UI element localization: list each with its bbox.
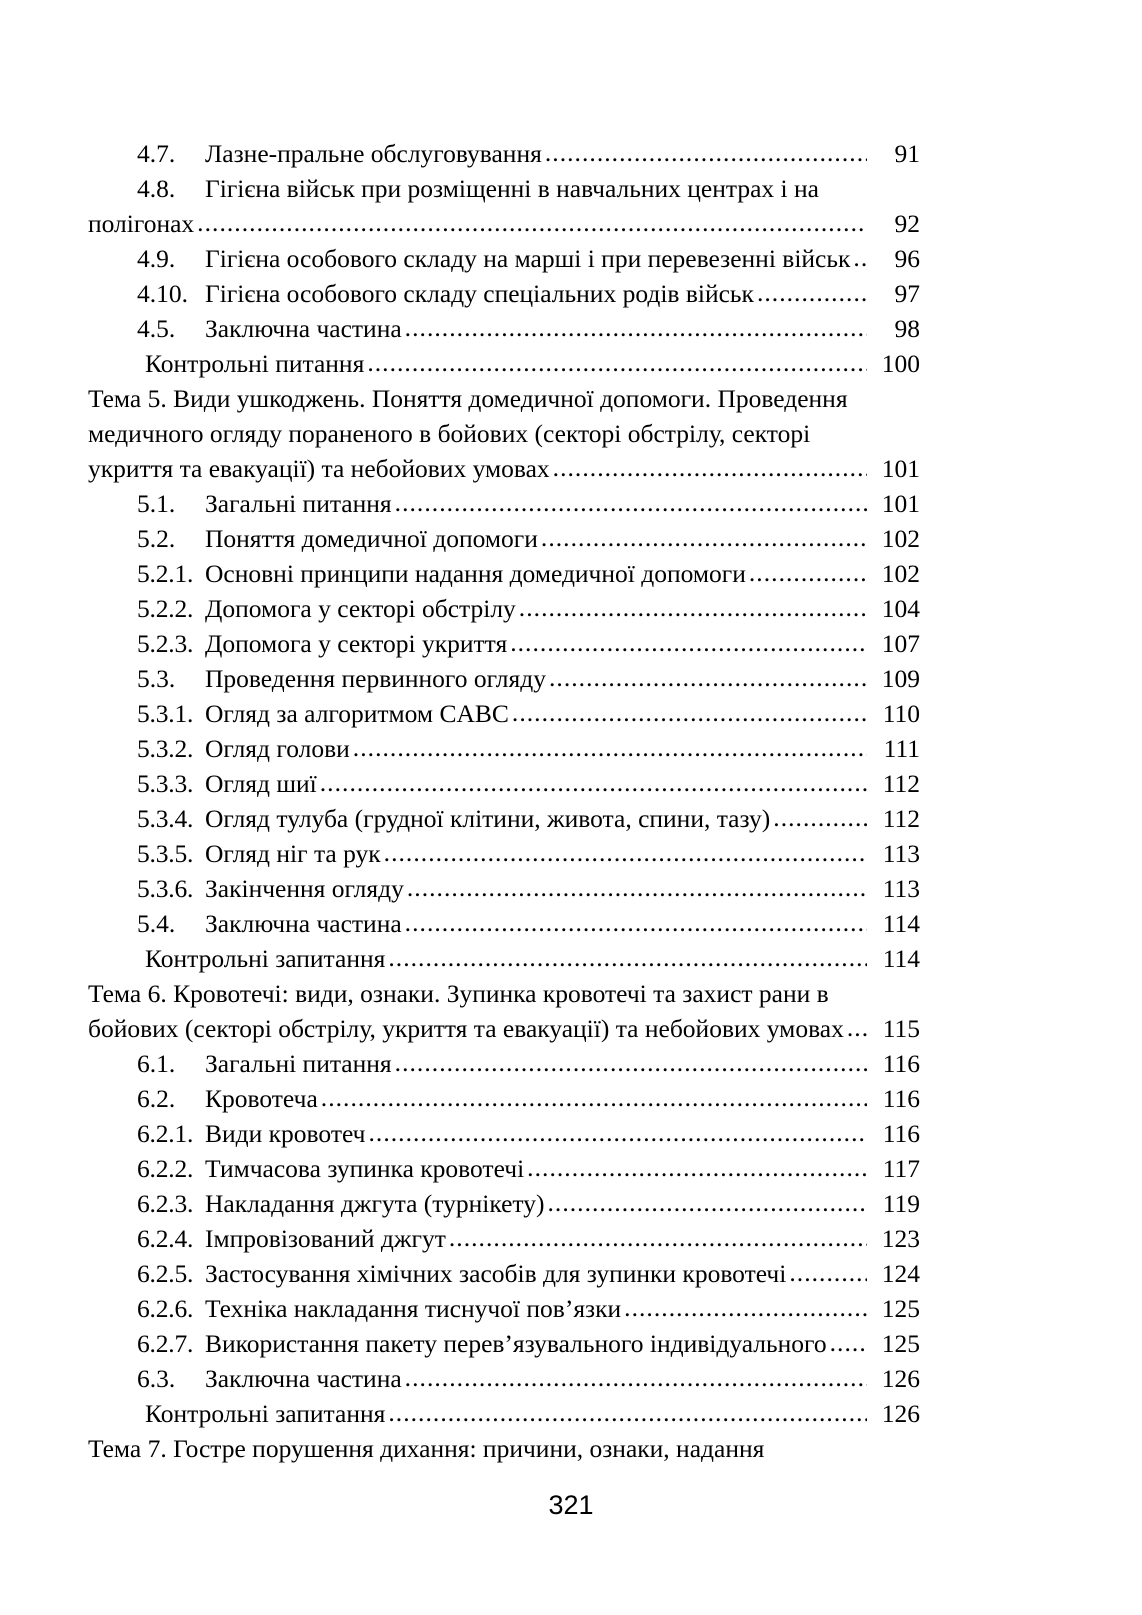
toc-entry-label: Тема 6. Кровотечі: види, ознаки. Зупинка кровотечі та захист рани в bbox=[88, 979, 829, 1008]
toc-entry[interactable] bbox=[88, 1396, 920, 1431]
dot-leader bbox=[388, 1395, 867, 1430]
toc-entry-number: 5.2.3. bbox=[137, 629, 194, 658]
toc-entry-page-number: 111 bbox=[883, 734, 920, 763]
toc-entry-number: 5.1. bbox=[137, 489, 176, 518]
dot-leader bbox=[405, 1360, 867, 1395]
toc-entry[interactable] bbox=[88, 976, 920, 1011]
toc-entry-label: Основні принципи надання домедичної допомоги bbox=[205, 559, 746, 588]
toc-entry[interactable] bbox=[88, 1361, 920, 1396]
dot-leader bbox=[321, 1080, 867, 1115]
toc-entry-page-number: 124 bbox=[881, 1259, 920, 1288]
toc-entry[interactable] bbox=[88, 871, 920, 906]
dot-leader bbox=[395, 485, 867, 520]
toc-entry-label: Контрольні питання bbox=[145, 349, 365, 378]
dot-leader bbox=[547, 1185, 867, 1220]
toc-entry-label: Тимчасова зупинка кровотечі bbox=[205, 1154, 525, 1183]
toc-entry-label: Контрольні запитання bbox=[145, 944, 386, 973]
toc-entry-number: 6.2.5. bbox=[137, 1259, 194, 1288]
toc-entry-page-number: 101 bbox=[881, 489, 920, 518]
dot-leader bbox=[553, 450, 867, 485]
toc-entry-label: Техніка накладання тиснучої пов’язки bbox=[205, 1294, 622, 1323]
dot-leader bbox=[405, 905, 867, 940]
toc-entry-page-number: 91 bbox=[894, 139, 920, 168]
toc-entry-label: Допомога у секторі обстрілу bbox=[205, 594, 516, 623]
toc-entry-label: Тема 7. Гостре порушення дихання: причини, ознаки, надання bbox=[88, 1434, 765, 1463]
toc-entry[interactable] bbox=[88, 346, 920, 381]
toc-entry[interactable] bbox=[88, 1256, 920, 1291]
dot-leader bbox=[449, 1220, 867, 1255]
dot-leader bbox=[353, 730, 867, 765]
toc-entry-page-number: 115 bbox=[882, 1014, 920, 1043]
toc-entry-page-number: 113 bbox=[882, 839, 920, 868]
toc-entry-number: 5.2. bbox=[137, 524, 176, 553]
toc-entry[interactable] bbox=[88, 661, 920, 696]
dot-leader bbox=[510, 625, 867, 660]
toc-entry[interactable] bbox=[88, 381, 920, 416]
dot-leader bbox=[773, 800, 867, 835]
toc-entry-number: 5.2.2. bbox=[137, 594, 194, 623]
toc-entry[interactable] bbox=[88, 1151, 920, 1186]
toc-entry[interactable] bbox=[88, 171, 920, 206]
toc-entry-number: 6.2.3. bbox=[137, 1189, 194, 1218]
toc-entry[interactable] bbox=[88, 1221, 920, 1256]
toc-entry-label: Закінчення огляду bbox=[205, 874, 404, 903]
toc-entry-label: бойових (секторі обстрілу, укриття та евакуації) та небойових умовах bbox=[88, 1014, 844, 1043]
toc-entry[interactable] bbox=[88, 591, 920, 626]
toc-entry-number: 6.3. bbox=[137, 1364, 176, 1393]
dot-leader bbox=[197, 205, 867, 240]
toc-entry[interactable] bbox=[88, 521, 920, 556]
dot-leader bbox=[395, 1045, 867, 1080]
toc-entry[interactable] bbox=[88, 1081, 920, 1116]
toc-entry-page-number: 96 bbox=[894, 244, 920, 273]
dot-leader bbox=[527, 1150, 867, 1185]
dot-leader bbox=[541, 520, 867, 555]
toc-entry-number: 5.3.2. bbox=[137, 734, 194, 763]
toc-entry-label: Огляд за алгоритмом CABC bbox=[205, 699, 509, 728]
toc-entry-label: Тема 5. Види ушкоджень. Поняття домедичної допомоги. Проведення bbox=[88, 384, 848, 413]
toc-entry-label: медичного огляду пораненого в бойових (секторі обстрілу, секторі bbox=[88, 419, 811, 448]
toc-entry[interactable] bbox=[88, 416, 920, 451]
toc-entry-page-number: 98 bbox=[894, 314, 920, 343]
toc-entry-label: Використання пакету перев’язувального індивідуального bbox=[205, 1329, 827, 1358]
toc-entry-page-number: 97 bbox=[894, 279, 920, 308]
toc-entry-label: Проведення первинного огляду bbox=[205, 664, 546, 693]
toc-entry-number: 5.3.1. bbox=[137, 699, 194, 728]
toc-entry-number: 5.3.3. bbox=[137, 769, 194, 798]
toc-entry-page-number: 123 bbox=[881, 1224, 920, 1253]
toc-entry-number: 4.5. bbox=[137, 314, 176, 343]
toc-entry[interactable] bbox=[88, 1431, 920, 1466]
toc-entry-label: Огляд голови bbox=[205, 734, 350, 763]
dot-leader bbox=[830, 1325, 867, 1360]
toc-entry-number: 4.9. bbox=[137, 244, 176, 273]
toc-entry[interactable] bbox=[88, 731, 920, 766]
toc-entry-page-number: 110 bbox=[882, 699, 920, 728]
toc-entry-number: 5.3.5. bbox=[137, 839, 194, 868]
dot-leader bbox=[320, 765, 867, 800]
dot-leader bbox=[384, 835, 867, 870]
toc-entry-page-number: 125 bbox=[881, 1294, 920, 1323]
toc-entry-label: Загальні питання bbox=[205, 489, 392, 518]
toc-entry[interactable] bbox=[88, 1116, 920, 1151]
dot-leader bbox=[853, 240, 867, 275]
toc-entry-page-number: 116 bbox=[882, 1084, 920, 1113]
toc-entry-page-number: 113 bbox=[882, 874, 920, 903]
toc-entry[interactable] bbox=[88, 1326, 920, 1361]
dot-leader bbox=[367, 345, 867, 380]
toc-entry-label: Контрольні запитання bbox=[145, 1399, 386, 1428]
toc-entry-number: 6.2.4. bbox=[137, 1224, 194, 1253]
dot-leader bbox=[545, 135, 867, 170]
toc-entry[interactable] bbox=[88, 941, 920, 976]
dot-leader bbox=[388, 940, 867, 975]
toc-entry-page-number: 126 bbox=[881, 1399, 920, 1428]
toc-entry-number: 5.3.4. bbox=[137, 804, 194, 833]
toc-entry-number: 5.4. bbox=[137, 909, 176, 938]
toc-entry-label: Кровотеча bbox=[205, 1084, 318, 1113]
toc-entry-page-number: 107 bbox=[881, 629, 920, 658]
toc-entry-label: Заключна частина bbox=[205, 314, 402, 343]
toc-entry-page-number: 119 bbox=[882, 1189, 920, 1218]
toc-entry-label: Гігієна особового складу спеціальних родів військ bbox=[205, 279, 754, 308]
toc-entry-number: 6.2.7. bbox=[137, 1329, 194, 1358]
toc-entry-label: Гігієна особового складу на марші і при перевезенні військ bbox=[205, 244, 851, 273]
page-folio-number: 321 bbox=[548, 1490, 594, 1520]
toc-entry-page-number: 117 bbox=[882, 1154, 920, 1183]
toc-entry-label: Огляд тулуба (грудної клітини, живота, спини, тазу) bbox=[205, 804, 771, 833]
dot-leader bbox=[549, 660, 867, 695]
toc-entry-number: 4.8. bbox=[137, 174, 176, 203]
toc-entry[interactable] bbox=[88, 136, 920, 171]
toc-entry-label: Загальні питання bbox=[205, 1049, 392, 1078]
toc-entry-page-number: 112 bbox=[882, 769, 920, 798]
dot-leader bbox=[512, 695, 867, 730]
toc-entry-number: 5.3.6. bbox=[137, 874, 194, 903]
toc-entry-label: Накладання джгута (турнікету) bbox=[205, 1189, 545, 1218]
toc-entry[interactable] bbox=[88, 1291, 920, 1326]
toc-entry-number: 6.2.2. bbox=[137, 1154, 194, 1183]
toc-entry[interactable] bbox=[88, 311, 920, 346]
toc-entry-page-number: 109 bbox=[881, 664, 920, 693]
toc-entry[interactable] bbox=[88, 1186, 920, 1221]
toc-entry-label: Гігієна військ при розміщенні в навчальних центрах і на bbox=[205, 174, 819, 203]
toc-entry-label: Види кровотеч bbox=[205, 1119, 366, 1148]
toc-entry-page-number: 114 bbox=[882, 909, 920, 938]
toc-entry-label: Лазне-пральне обслуговування bbox=[205, 139, 542, 168]
toc-entry[interactable] bbox=[88, 1011, 920, 1046]
toc-entry[interactable] bbox=[88, 696, 920, 731]
toc-entry-number: 4.7. bbox=[137, 139, 176, 168]
toc-entry-page-number: 104 bbox=[881, 594, 920, 623]
toc-entry[interactable] bbox=[88, 556, 920, 591]
toc-entry[interactable] bbox=[88, 766, 920, 801]
toc-entry[interactable] bbox=[88, 241, 920, 276]
dot-leader bbox=[749, 555, 867, 590]
toc-entry-label: Заключна частина bbox=[205, 1364, 402, 1393]
toc-entry-page-number: 116 bbox=[882, 1119, 920, 1148]
toc-entry-label: полігонах bbox=[88, 209, 195, 238]
toc-entry-page-number: 101 bbox=[881, 454, 920, 483]
toc-entry-page-number: 102 bbox=[881, 524, 920, 553]
toc-entry-page-number: 102 bbox=[881, 559, 920, 588]
toc-entry[interactable] bbox=[88, 626, 920, 661]
toc-entry-page-number: 125 bbox=[881, 1329, 920, 1358]
dot-leader bbox=[757, 275, 867, 310]
toc-entry-page-number: 116 bbox=[882, 1049, 920, 1078]
toc-entry-number: 6.2.6. bbox=[137, 1294, 194, 1323]
toc-entry-number: 5.3. bbox=[137, 664, 176, 693]
dot-leader bbox=[624, 1290, 867, 1325]
toc-entry-page-number: 114 bbox=[882, 944, 920, 973]
toc-entry-page-number: 100 bbox=[881, 349, 920, 378]
toc-entry-page-number: 92 bbox=[894, 209, 920, 238]
toc-entry-number: 6.1. bbox=[137, 1049, 176, 1078]
toc-entry[interactable] bbox=[88, 836, 920, 871]
dot-leader bbox=[847, 1010, 867, 1045]
toc-entry[interactable] bbox=[88, 486, 920, 521]
dot-leader bbox=[368, 1115, 867, 1150]
toc-entry-number: 6.2.1. bbox=[137, 1119, 194, 1148]
toc-entry-label: Поняття домедичної допомоги bbox=[205, 524, 538, 553]
dot-leader bbox=[789, 1255, 867, 1290]
toc-entry-label: Огляд ніг та рук bbox=[205, 839, 381, 868]
toc-list bbox=[88, 136, 920, 1466]
toc-entry[interactable] bbox=[88, 206, 920, 241]
toc-entry-label: Допомога у секторі укриття bbox=[205, 629, 508, 658]
toc-entry-label: укриття та евакуації) та небойових умовах bbox=[88, 454, 550, 483]
toc-entry[interactable] bbox=[88, 906, 920, 941]
toc-entry-label: Заключна частина bbox=[205, 909, 402, 938]
toc-entry[interactable] bbox=[88, 451, 920, 486]
toc-entry-number: 4.10. bbox=[137, 279, 188, 308]
toc-entry-page-number: 126 bbox=[881, 1364, 920, 1393]
dot-leader bbox=[405, 310, 867, 345]
toc-entry-label: Застосування хімічних засобів для зупинки кровотечі bbox=[205, 1259, 787, 1288]
toc-entry-label: Імпровізований джгут bbox=[205, 1224, 446, 1253]
toc-entry[interactable] bbox=[88, 801, 920, 836]
toc-entry[interactable] bbox=[88, 276, 920, 311]
toc-entry[interactable] bbox=[88, 1046, 920, 1081]
dot-leader bbox=[519, 590, 867, 625]
dot-leader bbox=[407, 870, 867, 905]
toc-entry-label: Огляд шиї bbox=[205, 769, 317, 798]
toc-entry-number: 5.2.1. bbox=[137, 559, 194, 588]
toc-entry-number: 6.2. bbox=[137, 1084, 176, 1113]
toc-entry-page-number: 112 bbox=[882, 804, 920, 833]
